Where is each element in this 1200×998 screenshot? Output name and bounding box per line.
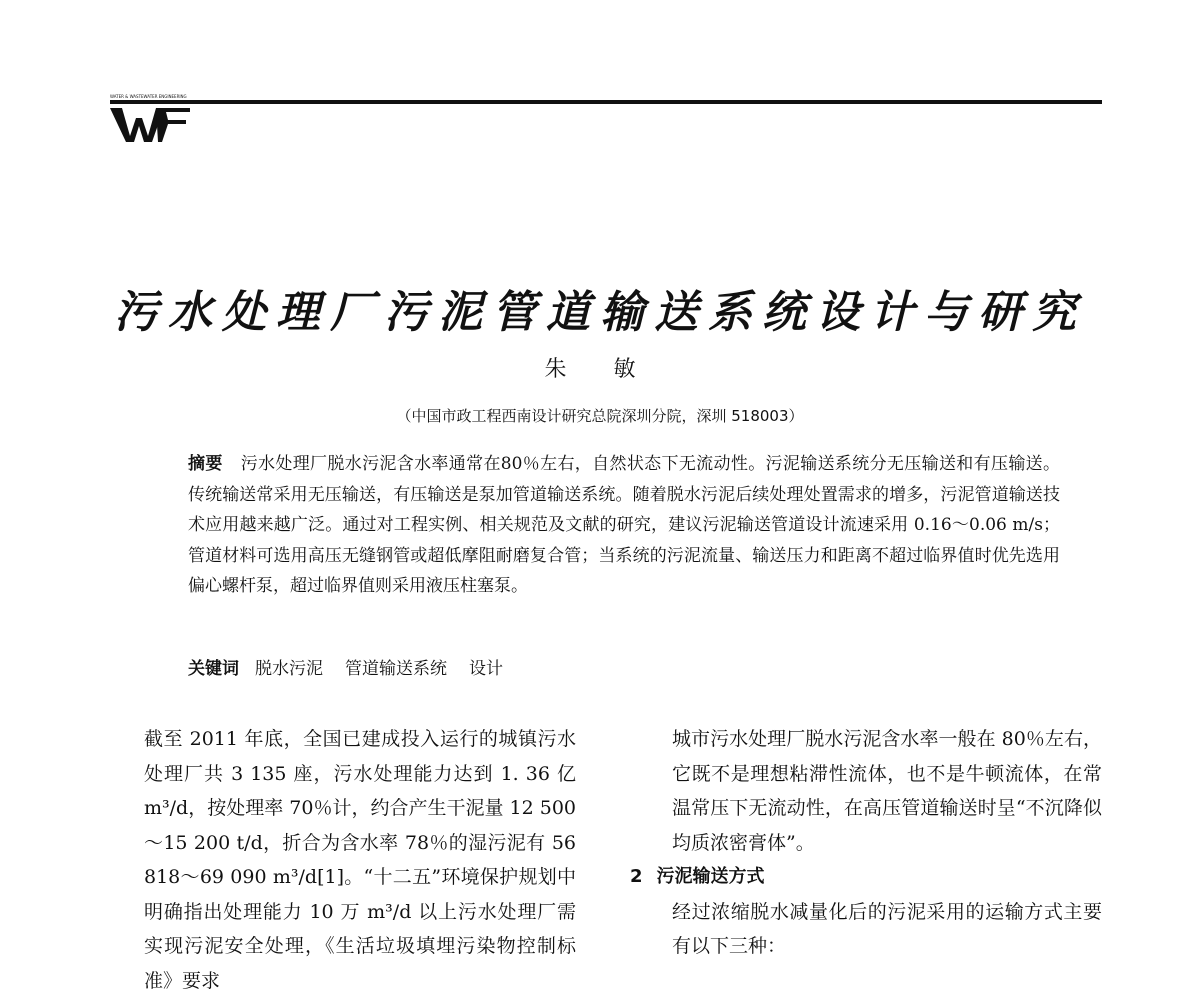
keywords-label: 关键词 xyxy=(188,659,239,679)
body-column-left xyxy=(104,722,576,998)
keyword: 管道输送系统 xyxy=(345,659,447,679)
journal-logo-caption: WATER & WASTEWATER ENGINEERING xyxy=(110,94,187,99)
journal-logo-icon xyxy=(110,106,190,144)
abstract-text: 污水处理厂脱水污泥含水率通常在80％左右，自然状态下无流动性。污泥输送系统分无压输送和有压输送。传统输送常采用无压输送，有压输送是泵加管道输送系统。随着脱水污泥后续处理处置需求的增多，污泥管道输送技术应用越来越广泛。通过对工程实例、相关规范及文献的研究，建议污泥输送管道设计流速采用 0.16～0.06 m/s；管道材料可选用高压无缝钢管或超低摩阻耐磨复合管；当系统的污泥流量、输送压力和距离不超过临界值时优先选用偏心螺杆泵，超过临界值则采用液压柱塞泵。 xyxy=(188,454,1060,596)
body-paragraph: 经过浓缩脱水减量化后的污泥采用的运输方式主要有以下三种： xyxy=(672,900,1102,957)
abstract xyxy=(142,449,1060,602)
section-heading xyxy=(630,860,1102,895)
header-rule xyxy=(110,100,1102,104)
section-title: 污泥输送方式 xyxy=(656,866,765,887)
keywords xyxy=(188,654,1058,684)
section-number: 2 xyxy=(630,866,643,887)
author-affiliation: （中国市政工程西南设计研究总院深圳分院，深圳 518003） xyxy=(396,407,804,425)
body-column-right xyxy=(630,722,1102,964)
body-paragraph: 城市污水处理厂脱水污泥含水率一般在 80％左右，它既不是理想粘滞性流体，也不是牛顿流体，在常温常压下无流动性，在高压管道输送时呈“不沉降似均质浓密膏体”。 xyxy=(672,728,1102,854)
author-name: 朱 敏 xyxy=(544,357,656,382)
abstract-label: 摘要 xyxy=(188,454,223,474)
keyword: 脱水污泥 xyxy=(255,659,323,679)
body-paragraph: 截至 2011 年底，全国已建成投入运行的城镇污水处理厂共 3 135 座，污水处理能力达到 1. 36 亿 m³/d，按处理率 70％计，约合产生干泥量 12 500～15 200 t/d，折合为含水率 78％的湿污泥有 56 818～69 090 m³/d[1]。“十二五”环境保护规划中明确指出处理能力 10 万 m³/d 以上污水处理厂需实现污泥安全处理，《生活垃圾填埋污染物控制标准》要求 xyxy=(144,728,576,992)
paper-title: 污水处理厂污泥管道输送系统设计与研究 xyxy=(114,287,1086,338)
keyword: 设计 xyxy=(469,659,503,679)
